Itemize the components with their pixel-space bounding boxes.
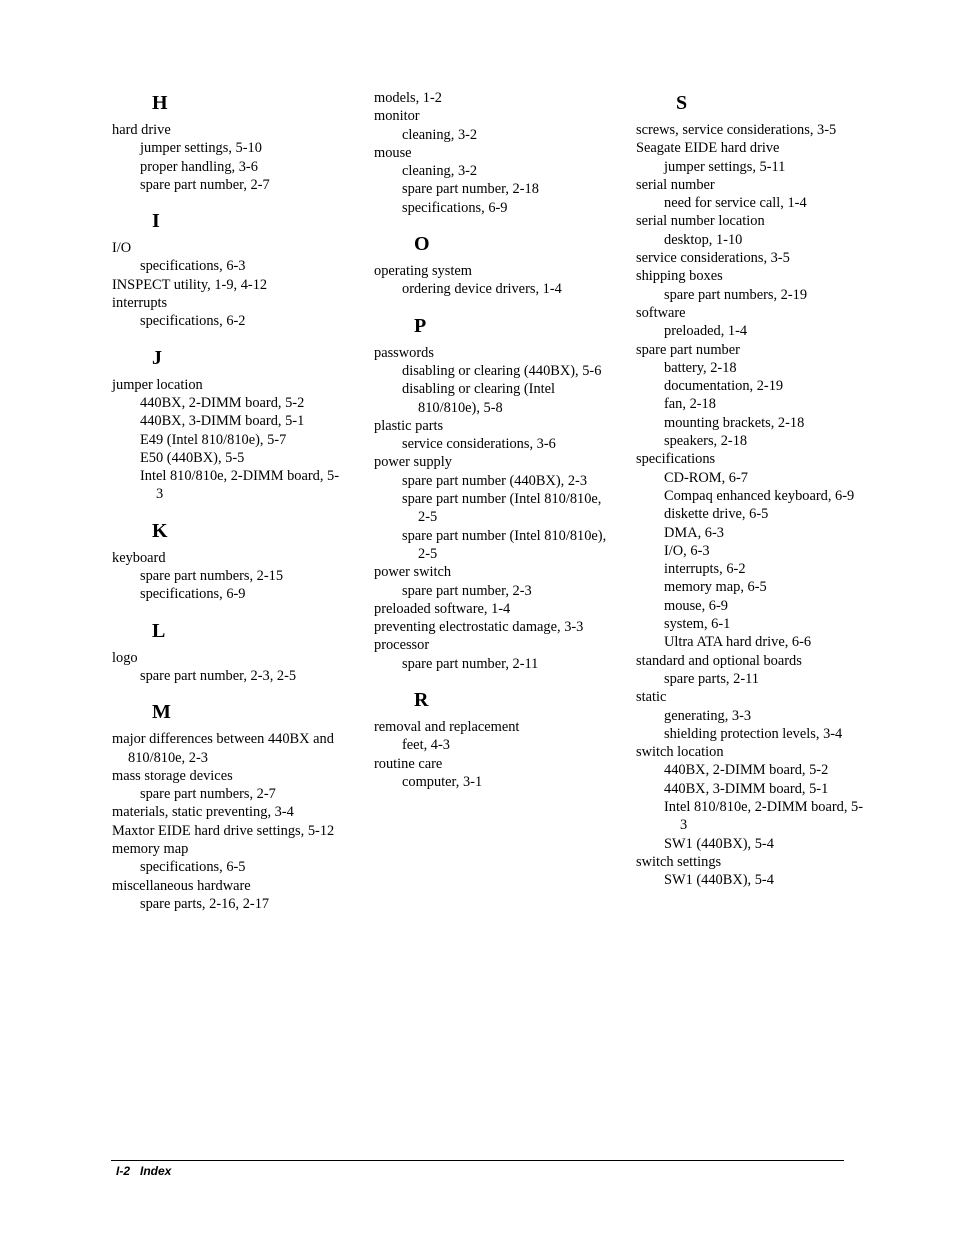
index-subentry: specifications, 6-9 [402,199,508,216]
index-entry: processor [374,637,430,654]
index-entry: preventing electrostatic damage, 3-3 [374,619,584,636]
index-entry: preloaded software, 1-4 [374,600,511,617]
index-subentry: shielding protection levels, 3-4 [664,725,843,742]
index-subentry: feet, 4-3 [402,737,450,754]
index-subentry: speakers, 2-18 [664,433,748,450]
index-group [112,700,342,913]
index-subentry: spare part numbers, 2-19 [664,286,808,303]
index-letter-heading: S [676,92,688,114]
index-subentry: I/O, 6-3 [664,542,710,559]
index-entry: passwords [374,344,434,361]
index-entry: hard drive [112,122,171,138]
index-entry: major differences between 440BX and 810/810e, 2-3 [112,731,334,766]
index-letter-heading: K [152,519,168,542]
index-subentry: DMA, 6-3 [664,524,724,541]
index-entry: power supply [374,454,452,471]
index-group [112,519,342,604]
index-subentry: jumper settings, 5-10 [140,140,262,157]
index-subentry: Compaq enhanced keyboard, 6-9 [664,487,855,504]
index-entry: spare part number [636,341,740,358]
index-subentry: computer, 3-1 [402,773,483,790]
index-subentry: E49 (Intel 810/810e), 5-7 [140,431,287,448]
index-entry: mass storage devices [112,767,233,784]
index-entry: software [636,304,686,321]
index-entry: materials, static preventing, 3-4 [112,804,294,821]
index-subentry: preloaded, 1-4 [664,323,748,340]
index-subentry: generating, 3-3 [664,707,752,724]
index-subentry: spare part number (Intel 810/810e), 2-5 [402,527,607,562]
index-subentry: interrupts, 6-2 [664,561,746,578]
page-footer [116,1164,181,1178]
index-letter-heading: R [414,689,429,712]
index-subentry: Intel 810/810e, 2-DIMM board, 5-3 [140,468,340,503]
index-subentry: spare parts, 2-16, 2-17 [140,895,270,912]
index-subentry: cleaning, 3-2 [402,126,478,143]
index-subentry: documentation, 2-19 [664,378,784,395]
index-letter-heading: J [152,346,162,369]
index-entry: operating system [374,263,472,280]
index-subentry: spare part numbers, 2-15 [140,568,284,585]
index-subentry: spare part numbers, 2-7 [140,786,276,803]
index-column-1 [112,89,342,928]
index-subentry: specifications, 6-3 [140,258,246,275]
index-entry: power switch [374,564,452,581]
index-entry: screws, service considerations, 3-5 [636,122,837,138]
index-entry: models, 1-2 [374,90,442,106]
index-subentry: fan, 2-18 [664,396,716,413]
index-subentry: proper handling, 3-6 [140,158,258,175]
index-subentry: 440BX, 2-DIMM board, 5-2 [140,394,305,411]
index-subentry: spare part number, 2-18 [402,181,539,198]
index-subentry: specifications, 6-9 [140,586,246,603]
index-entry: I/O [112,240,132,257]
index-entry: switch location [636,744,724,761]
index-group [112,91,342,194]
index-entry: specifications [636,451,716,468]
index-letter-heading: P [414,314,427,337]
index-entry: mouse [374,144,412,161]
index-letter-heading: I [152,210,160,233]
index-subentry: system, 6-1 [664,616,731,633]
index-subentry: ordering device drivers, 1-4 [402,281,562,298]
index-entry: serial number [636,176,715,193]
index-subentry: 440BX, 2-DIMM board, 5-2 [664,762,829,779]
index-column-2 [374,89,614,806]
index-entry: shipping boxes [636,268,723,285]
index-subentry: cleaning, 3-2 [402,163,478,180]
index-subentry: CD-ROM, 6-7 [664,469,748,486]
index-subentry: desktop, 1-10 [664,231,743,248]
index-subentry: jumper settings, 5-11 [664,158,786,175]
index-subentry: spare parts, 2-11 [664,670,759,687]
index-subentry: Ultra ATA hard drive, 6-6 [664,634,812,651]
index-entry: monitor [374,108,420,125]
index-entry: memory map [112,841,189,858]
index-subentry: diskette drive, 6-5 [664,506,769,523]
index-subentry: spare part number, 2-7 [140,176,270,193]
page-number: I-2 [116,1164,131,1178]
section-name: Index [140,1164,172,1178]
index-subentry: disabling or clearing (Intel 810/810e), 5-8 [402,381,556,416]
index-subentry: spare part number (440BX), 2-3 [402,472,588,489]
index-group [112,209,342,330]
index-entry: standard and optional boards [636,652,802,669]
index-entry: keyboard [112,549,166,566]
index-entry: miscellaneous hardware [112,877,251,894]
index-subentry: service considerations, 3-6 [402,436,556,453]
index-entry: routine care [374,755,443,772]
index-entry: serial number location [636,213,765,230]
index-subentry: spare part number, 2-3, 2-5 [140,667,297,684]
index-group [374,89,614,217]
index-entry: Seagate EIDE hard drive [636,140,780,157]
index-subentry: mouse, 6-9 [664,597,728,614]
index-letter-heading: O [414,233,430,256]
index-group [374,232,614,299]
index-group [112,346,342,504]
index-entry: INSPECT utility, 1-9, 4-12 [112,276,268,293]
index-subentry: disabling or clearing (440BX), 5-6 [402,362,602,379]
index-group [112,619,342,686]
index-subentry: SW1 (440BX), 5-4 [664,835,774,852]
index-letter-heading: M [152,701,171,724]
index-entry: jumper location [112,376,203,393]
index-subentry: spare part number, 2-11 [402,655,539,672]
index-letter-heading: L [152,619,166,642]
index-subentry: spare part number (Intel 810/810e, 2-5 [402,491,602,526]
index-subentry: mounting brackets, 2-18 [664,414,805,431]
index-entry: logo [112,649,138,666]
index-subentry: Intel 810/810e, 2-DIMM board, 5-3 [664,798,864,834]
index-subentry: E50 (440BX), 5-5 [140,449,245,466]
index-subentry: 440BX, 3-DIMM board, 5-1 [140,413,305,430]
index-entry: service considerations, 3-5 [636,250,790,267]
index-entry: static [636,689,667,706]
index-entry: Maxtor EIDE hard drive settings, 5-12 [112,822,335,839]
footer-rule [111,1160,844,1161]
index-subentry: memory map, 6-5 [664,579,767,596]
index-subentry: specifications, 6-5 [140,859,246,876]
index-entry: removal and replacement [374,719,520,736]
index-letter-heading: H [152,92,168,114]
index-subentry: 440BX, 3-DIMM board, 5-1 [664,780,829,797]
index-subentry: spare part number, 2-3 [402,582,532,599]
index-column-3 [636,89,866,904]
index-group [374,314,614,673]
index-entry: plastic parts [374,417,444,434]
index-group [374,688,614,791]
index-subentry: specifications, 6-2 [140,313,246,330]
index-subentry: SW1 (440BX), 5-4 [664,872,774,889]
index-group [636,91,866,889]
index-subentry: battery, 2-18 [664,359,737,376]
index-subentry: need for service call, 1-4 [664,195,807,212]
index-entry: interrupts [112,295,168,312]
index-entry: switch settings [636,853,722,870]
